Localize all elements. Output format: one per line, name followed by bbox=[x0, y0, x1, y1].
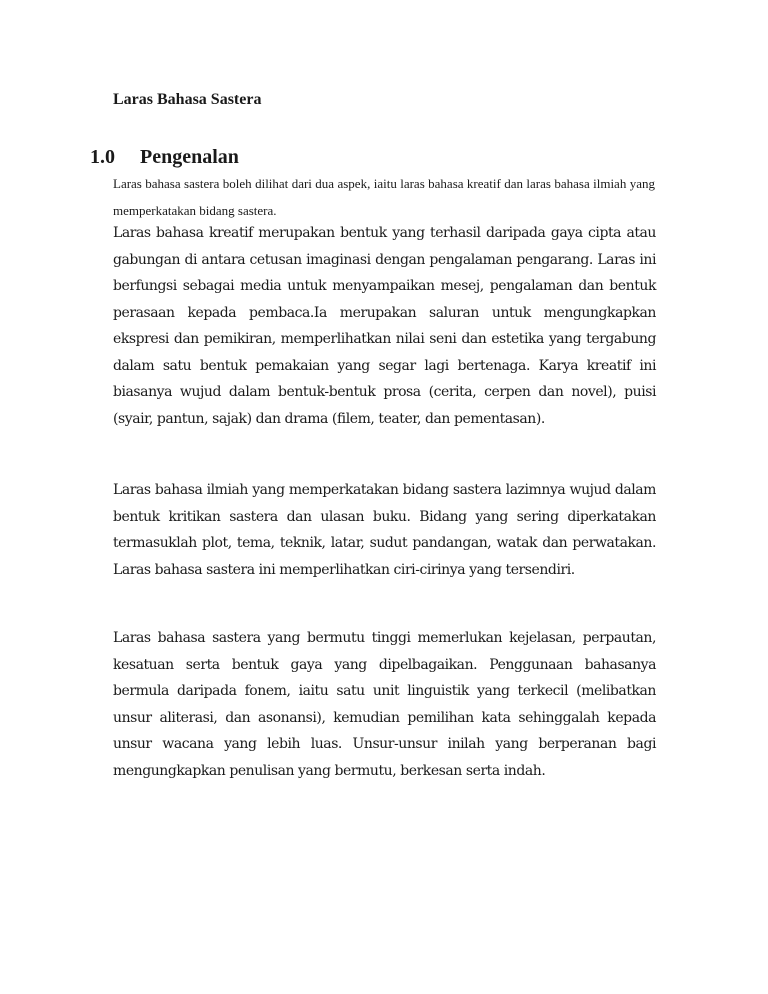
paragraph-ilmiah: Laras bahasa ilmiah yang memperkatakan bidang sastera lazimnya wujud dalam bentuk kritikan sastera dan ulasan buku. Bidang yang sering diperkatakan termasuklah plot, tema, teknik, latar, sudut pandangan, watak dan perwatakan. Laras bahasa sastera ini memperlihatkan ciri-cirinya yang tersendiri. bbox=[113, 482, 656, 578]
paragraph-bermutu: Laras bahasa sastera yang bermutu tinggi memerlukan kejelasan, perpautan, kesatuan serta bentuk gaya yang dipelbagaikan. Penggunaan bahasanya bermula daripada fonem, iaitu satu unit linguistik yang terkecil (melibatkan unsur aliterasi, dan asonansi), kemudian pemilihan kata sehinggalah kepada unsur wacana yang lebih luas. Unsur-unsur inilah yang berperanan bagi mengungkapkan penulisan yang bermutu, berkesan serta indah. bbox=[113, 630, 656, 779]
section-title: Pengenalan bbox=[140, 146, 239, 168]
section-heading bbox=[90, 145, 239, 169]
intro-paragraph: Laras bahasa sastera boleh dilihat dari dua aspek, iaitu laras bahasa kreatif dan laras bahasa ilmiah yang memperkatakan bidang sastera. bbox=[113, 176, 655, 218]
paragraph-kreatif: Laras bahasa kreatif merupakan bentuk yang terhasil daripada gaya cipta atau gabungan di antara cetusan imaginasi dengan pengalaman pengarang. Laras ini berfungsi sebagai media untuk menyampaikan mesej, pengalaman dan bentuk perasaan kepada pembaca.Ia merupakan saluran untuk mengungkapkan ekspresi dan pemikiran, memperlihatkan nilai seni dan estetika yang tergabung dalam satu bentuk pemakaian yang segar lagi bertenaga. Karya kreatif ini biasanya wujud dalam bentuk-bentuk prosa (cerita, cerpen dan novel), puisi (syair, pantun, sajak) dan drama (filem, teater, dan pementasan). bbox=[113, 225, 656, 427]
document-title: Laras Bahasa Sastera bbox=[113, 91, 262, 108]
section-number: 1.0 bbox=[90, 146, 115, 168]
